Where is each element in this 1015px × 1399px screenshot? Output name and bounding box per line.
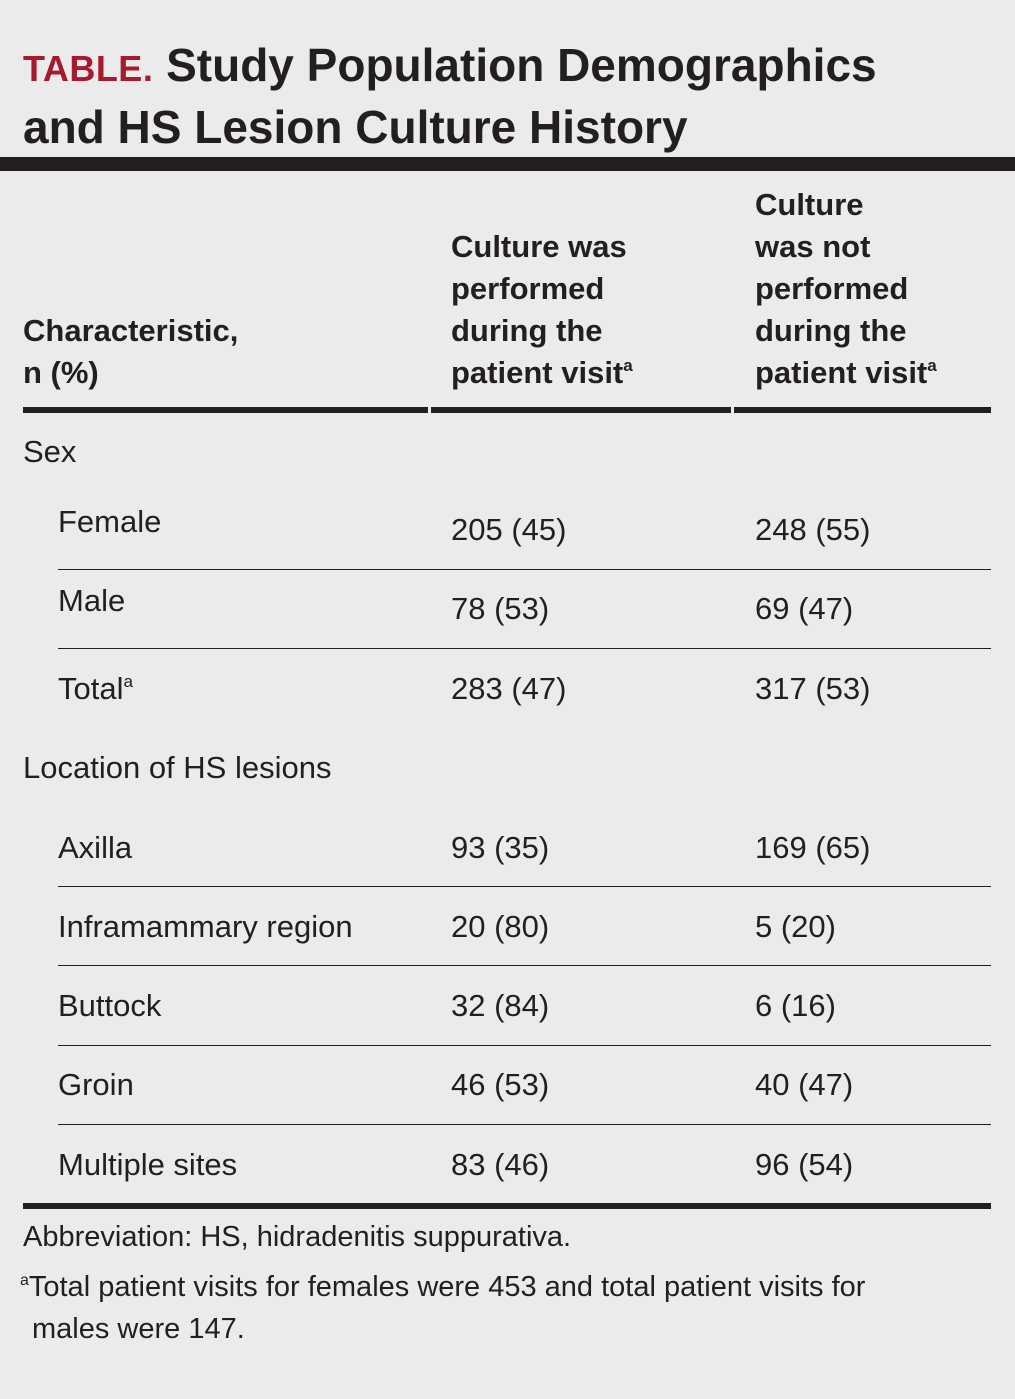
header-rule-gap <box>428 407 431 413</box>
cell-female-not-performed: 248 (55) <box>755 512 871 547</box>
title-line-2: and HS Lesion Culture History <box>23 101 688 153</box>
cell-groin-performed: 46 (53) <box>451 1067 550 1102</box>
top-rule <box>0 157 1015 171</box>
header-culture-performed <box>451 226 633 394</box>
cell-total-performed: 283 (47) <box>451 671 567 706</box>
header-not-performed-line-2: was not <box>755 229 871 264</box>
row-divider <box>58 965 991 966</box>
row-label-groin: Groin <box>58 1067 134 1102</box>
header-performed-line-4: patient visit <box>451 355 624 390</box>
bottom-rule <box>23 1203 991 1209</box>
row-label-total <box>58 670 133 708</box>
header-characteristic <box>23 310 238 394</box>
header-performed-line-1: Culture was <box>451 229 627 264</box>
header-not-performed-line-3: performed <box>755 271 909 306</box>
row-divider <box>58 1124 991 1125</box>
footnote-mark: a <box>927 356 937 376</box>
row-divider <box>58 569 991 570</box>
header-rule-gap <box>731 407 734 413</box>
footnote-a-line-1: Total patient visits for females were 453 and total patient visits for <box>28 1271 866 1303</box>
row-label-axilla: Axilla <box>58 830 133 865</box>
header-not-performed-line-1: Culture <box>755 187 864 222</box>
header-rule <box>23 407 991 413</box>
header-characteristic-line-1: Characteristic, <box>23 313 239 348</box>
cell-total-not-performed: 317 (53) <box>755 671 871 706</box>
cell-axilla-not-performed: 169 (65) <box>755 830 871 865</box>
title-line-1: Study Population Demographics <box>166 39 877 91</box>
header-performed-line-3: during the <box>451 313 603 348</box>
header-performed-line-2: performed <box>451 271 605 306</box>
cell-inframammary-performed: 20 (80) <box>451 909 550 944</box>
footnote-a <box>20 1266 865 1350</box>
row-divider <box>58 648 991 649</box>
row-label-buttock: Buttock <box>58 988 162 1023</box>
cell-male-performed: 78 (53) <box>451 591 550 626</box>
row-label-female: Female <box>58 504 162 539</box>
cell-buttock-performed: 32 (84) <box>451 988 550 1023</box>
header-culture-not-performed <box>755 184 937 394</box>
header-not-performed-line-4: during the <box>755 313 907 348</box>
row-label-multiple-sites: Multiple sites <box>58 1147 238 1182</box>
row-divider <box>58 1045 991 1046</box>
footnote-mark: a <box>123 672 133 692</box>
footnote-a-line-2: males were 147. <box>32 1313 245 1345</box>
footnote-mark: a <box>20 1271 29 1289</box>
cell-female-performed: 205 (45) <box>451 512 567 547</box>
cell-male-not-performed: 69 (47) <box>755 591 854 626</box>
row-label-total-text: Total <box>58 671 124 706</box>
row-divider <box>58 886 991 887</box>
abbreviation-note: Abbreviation: HS, hidradenitis suppurativa. <box>23 1221 572 1253</box>
cell-buttock-not-performed: 6 (16) <box>755 988 836 1023</box>
header-characteristic-line-2: n (%) <box>23 355 99 390</box>
footnote-mark: a <box>623 356 633 376</box>
cell-groin-not-performed: 40 (47) <box>755 1067 854 1102</box>
row-label-inframammary: Inframammary region <box>58 909 353 944</box>
cell-multiple-not-performed: 96 (54) <box>755 1147 854 1182</box>
row-label-male: Male <box>58 583 126 618</box>
table-title <box>23 36 993 156</box>
cell-inframammary-not-performed: 5 (20) <box>755 909 836 944</box>
cell-multiple-performed: 83 (46) <box>451 1147 550 1182</box>
section-label-sex: Sex <box>23 434 77 469</box>
header-not-performed-line-5: patient visit <box>755 355 928 390</box>
table-label: TABLE. <box>23 48 154 89</box>
cell-axilla-performed: 93 (35) <box>451 830 550 865</box>
section-label-location: Location of HS lesions <box>23 750 332 785</box>
